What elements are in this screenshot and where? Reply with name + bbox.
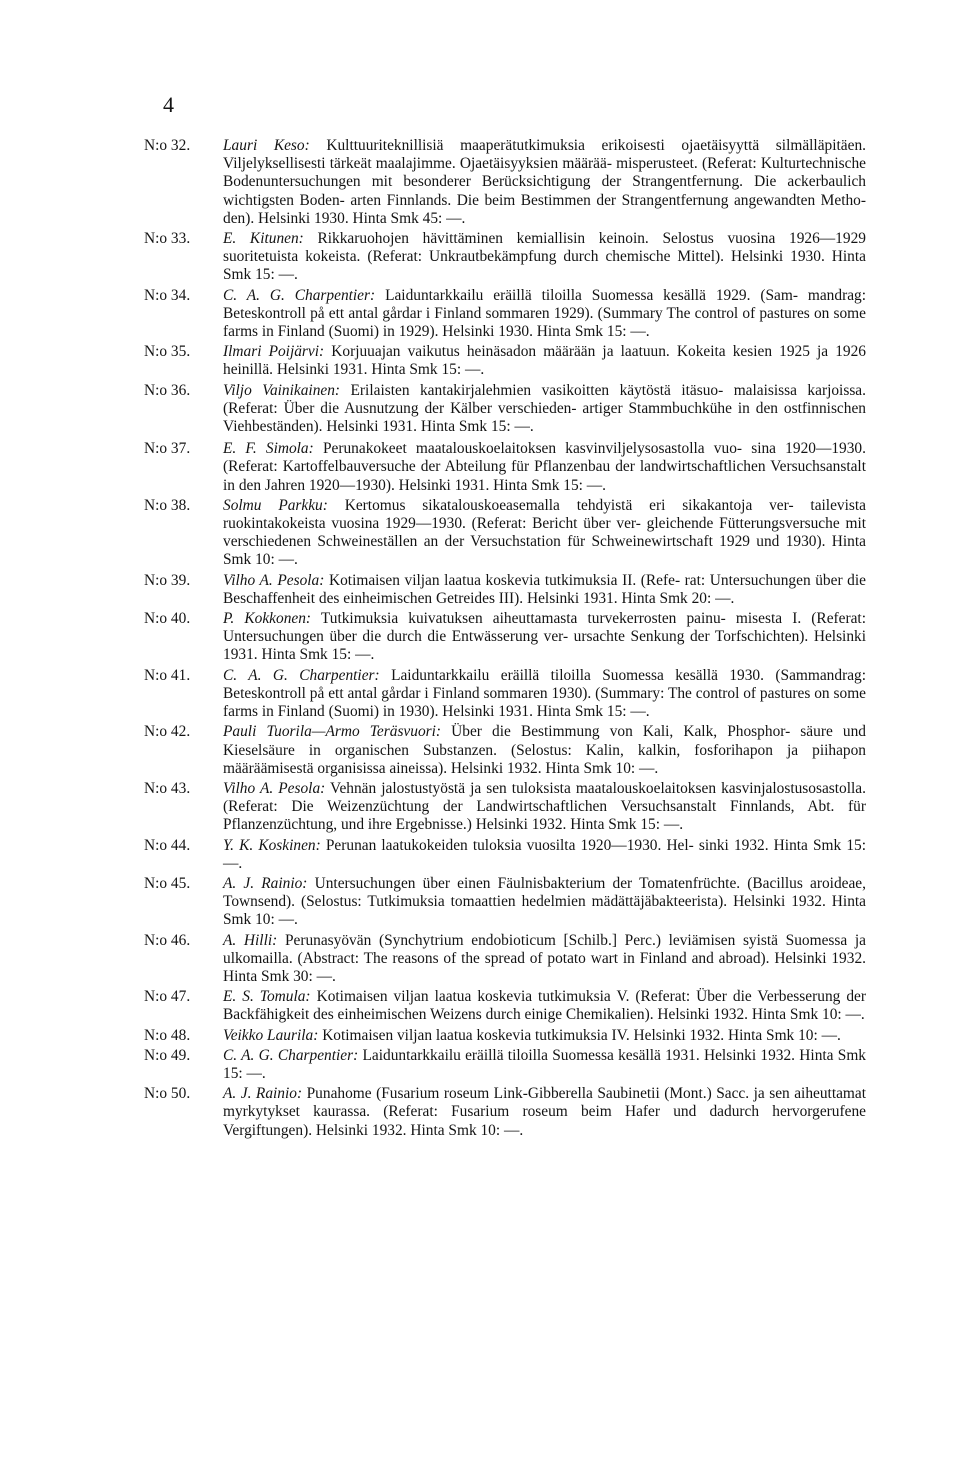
list-item <box>144 440 866 495</box>
list-item <box>144 723 866 778</box>
list-item <box>144 780 866 835</box>
entry-text: Kertomus sikatalouskoeasemalla tehdyistä eri sikakantoja ver- tailevista ruokintakokeista vuosina 1929—1930. (Referat: Bericht über ver- gleichende Fütterungsversuche mit verschiedenen Schweineställen an der Versuchstation für Schweinewirtschaft 1929 und 1930). Hinta Smk 10: —. <box>223 496 866 569</box>
entry-body <box>223 1085 866 1140</box>
entry-body <box>223 610 866 665</box>
list-item <box>144 1047 866 1083</box>
entry-text: Über die Bestimmung von Kali, Kalk, Phosphor- säure und Kieselsäure in organischen Substanzen. (Selostus: Kalin, kalkin, fosforihapon ja piihapon määräämisestä organisissa aineissa). Helsinki 1932. Hinta Smk 10: —. <box>223 723 866 777</box>
entry-author: C. A. G. Charpentier: <box>223 286 376 304</box>
entry-author: Ilmari Poijärvi: <box>223 343 325 361</box>
page-number: 4 <box>163 92 174 117</box>
entry-text: Erilaisten kantakirjalehmien vasikoitten käytöstä itäsuo- malaisissa karjoissa. (Referat: Über die Ausnutzung der Kälber verschieden- artiger Stammbuchkühe in den ostfinnischen Viehbeständen). Helsinki 1931. Hinta Smk 15: —. <box>223 381 866 436</box>
entry-body <box>223 497 866 570</box>
list-item <box>144 1027 866 1045</box>
entry-text: Perunan laatukokeiden tuloksia vuosilta 1920—1930. Hel- sinki 1932. Hinta Smk 15: —. <box>223 836 866 872</box>
entry-text: Kulttuuriteknillisiä maaperätutkimuksia erikoisesti ojaetäisyyttä silmälläpitäen. Viljelyksellisesti tärkeät maalajimme. Ojaetäisyyksien määrää- misperusteet. (Referat: Kulturtechnische Bodenuntersuchungen mit besonderer Berücksichtigung der Strangentfernung. Die ackerbaulich wichtigsten Boden- arten Finnlands. Die beim Bestimmen der Strangentfernung angewandten Metho- den). Helsinki 1930. Hinta Smk 45: —. <box>223 137 866 227</box>
list-item <box>144 610 866 665</box>
entry-number: N:o 38. <box>144 496 191 514</box>
entry-body <box>223 230 866 285</box>
entry-author: E. F. Simola: <box>223 440 314 458</box>
list-item <box>144 497 866 570</box>
list-item <box>144 287 866 342</box>
entry-text: Kotimaisen viljan laatua koskevia tutkimuksia IV. Helsinki 1932. Hinta Smk 10: —. <box>322 1026 841 1044</box>
entry-number: N:o 43. <box>144 779 191 797</box>
entry-author: A. J. Rainio: <box>223 874 308 892</box>
entry-body <box>223 382 866 437</box>
entry-text: Laiduntarkkailu eräillä tiloilla Suomessa kesällä 1931. Helsinki 1932. Hinta Smk 15: —. <box>223 1046 866 1082</box>
entry-body <box>223 343 866 379</box>
entry-author: Y. K. Koskinen: <box>223 836 321 854</box>
entry-author: A. J. Rainio: <box>223 1085 303 1103</box>
entry-number: N:o 48. <box>144 1026 191 1044</box>
list-item <box>144 1085 866 1140</box>
list-item <box>144 572 866 608</box>
entry-number: N:o 46. <box>144 931 191 949</box>
entry-author: Vilho A. Pesola: <box>223 571 325 589</box>
entry-body <box>223 780 866 835</box>
entry-author: Vilho A. Pesola: <box>223 779 326 797</box>
entry-author: P. Kokkonen: <box>223 610 312 628</box>
entry-number: N:o 49. <box>144 1046 191 1064</box>
list-item <box>144 988 866 1024</box>
list-item <box>144 343 866 379</box>
entry-body <box>223 440 866 495</box>
entry-body <box>223 988 866 1024</box>
entry-number: N:o 39. <box>144 571 191 589</box>
entry-author: E. S. Tomula: <box>223 988 311 1006</box>
entry-author: Veikko Laurila: <box>223 1026 319 1044</box>
entry-text: Kotimaisen viljan laatua koskevia tutkimuksia II. (Refe- rat: Untersuchungen über die Beschaffenheit des einheimischen Getreides III). Helsinki 1931. Hinta Smk 20: —. <box>223 571 866 607</box>
entry-text: Untersuchungen über einen Fäulnisbakterium der Tomatenfrüchte. (Bacillus aroideae, Townsend). (Selostus: Tutkimuksia tomaattien hedelmien mädättäjäbakteerista). Helsinki 1932. Hinta Smk 10: —. <box>223 874 866 929</box>
entry-number: N:o 35. <box>144 343 191 361</box>
list-item <box>144 837 866 873</box>
list-item <box>144 382 866 437</box>
list-item <box>144 230 866 285</box>
publication-list <box>144 137 866 1140</box>
entry-body <box>223 1027 866 1045</box>
entry-number: N:o 41. <box>144 666 191 684</box>
entry-number: N:o 45. <box>144 874 191 892</box>
list-item <box>144 875 866 930</box>
entry-author: Solmu Parkku: <box>223 496 328 514</box>
entry-author: C. A. G. Charpentier: <box>223 666 380 684</box>
entry-text: Korjuuajan vaikutus heinäsadon määrään ja laatuun. Kokeita kesien 1925 ja 1926 heinillä. Helsinki 1931. Hinta Smk 15: —. <box>223 343 866 379</box>
entry-number: N:o 34. <box>144 286 191 304</box>
list-item <box>144 932 866 987</box>
entry-text: Perunakokeet maatalouskoelaitoksen kasvinviljelysosastolla vuo- sina 1920—1930. (Referat: Kartoffelbauversuche der Abteilung für Pflanzenbau der landwirtschaftlichen Versuchsanstalt in den Jahren 1920—1930). Helsinki 1931. Hinta Smk 15: —. <box>223 440 866 494</box>
entry-body <box>223 723 866 778</box>
entry-author: Viljo Vainikainen: <box>223 381 341 399</box>
entry-number: N:o 36. <box>144 381 191 399</box>
entry-body <box>223 1047 866 1083</box>
entry-body <box>223 875 866 930</box>
entry-text: Tutkimuksia kuivatuksen aiheuttamasta turvekerrosten painu- misesta I. (Referat: Untersuchungen über die durch die Entwässerung ver- ursachte Senkung der Torfschichten). Helsinki 1931. Hinta Smk 15: —. <box>223 610 866 664</box>
entry-author: A. Hilli: <box>223 931 278 949</box>
entry-text: Laiduntarkkailu eräillä tiloilla Suomessa kesällä 1930. (Sammandrag: Beteskontroll på ett antal gårdar i Finland sommaren 1930). (Summary: The control of pastures on some farms in Finland (Suomi) in 1930). Helsinki 1931. Hinta Smk 15: —. <box>223 666 866 721</box>
entry-text: Perunasyövän (Synchytrium endobioticum [Schilb.] Perc.) leviämisen syistä Suomessa ja ulkomailla. (Abstract: The reasons of the spread of potato wart in Finland and abroad). Helsinki 1932. Hinta Smk 30: —. <box>223 931 866 985</box>
entry-body <box>223 137 866 228</box>
entry-body <box>223 932 866 987</box>
entry-author: Lauri Keso: <box>223 137 310 154</box>
entry-number: N:o 33. <box>144 230 191 248</box>
entry-number: N:o 47. <box>144 988 191 1006</box>
entry-body <box>223 667 866 722</box>
entry-text: Laiduntarkkailu eräillä tiloilla Suomessa kesällä 1929. (Sam- mandrag: Beteskontroll på ett antal gårdar i Finland sommaren 1929). (Summary The control of pastures on some farms in Finland (Suomi) in 1929). Helsinki 1930. Hinta Smk 15: —. <box>223 286 866 341</box>
entry-text: Punahome (Fusarium roseum Link-Gibberella Saubinetii (Mont.) Sacc. ja sen aiheuttamat myrkytykset kaurassa. (Referat: Fusarium roseum beim Hafer und dadurch hervorgerufene Vergiftungen). Helsinki 1932. Hinta Smk 10: —. <box>223 1085 867 1139</box>
entry-author: E. Kitunen: <box>223 230 304 248</box>
entry-text: Vehnän jalostustyöstä ja sen tuloksista maatalouskoelaitoksen kasvinjalostusosastolla. (Referat: Die Weizenzüchtung der Landwirtschaftlichen Versuchsanstalt Finnlands, Abt. für Pflanzenzüchtung, und ihre Ergebnisse.) Helsinki 1932. Hinta Smk 15: —. <box>223 779 866 834</box>
entry-number: N:o 50. <box>144 1085 191 1103</box>
entry-number: N:o 42. <box>144 723 191 741</box>
entry-author: C. A. G. Charpentier: <box>223 1046 359 1064</box>
entry-author: Pauli Tuorila—Armo Teräsvuori: <box>223 723 442 741</box>
entry-number: N:o 40. <box>144 610 191 628</box>
entry-number: N:o 44. <box>144 836 191 854</box>
entry-body <box>223 572 866 608</box>
entry-body <box>223 837 866 873</box>
list-item <box>144 667 866 722</box>
entry-body <box>223 287 866 342</box>
entry-text: Kotimaisen viljan laatua koskevia tutkimuksia V. (Referat: Über die Verbesserung der Backfähigkeit des einheimischen Weizens durch einige Chemikalien). Helsinki 1932. Hinta Smk 10: —. <box>223 988 866 1024</box>
entry-number: N:o 37. <box>144 440 191 458</box>
list-item <box>144 137 866 228</box>
entry-text: Rikkaruohojen hävittäminen kemiallisin keinoin. Selostus vuosina 1926—1929 suoritetuista kokeista. (Referat: Unkrautbekämpfung durch chemische Mittel). Helsinki 1930. Hinta Smk 15: —. <box>223 230 866 284</box>
entry-number: N:o 32. <box>144 137 191 154</box>
